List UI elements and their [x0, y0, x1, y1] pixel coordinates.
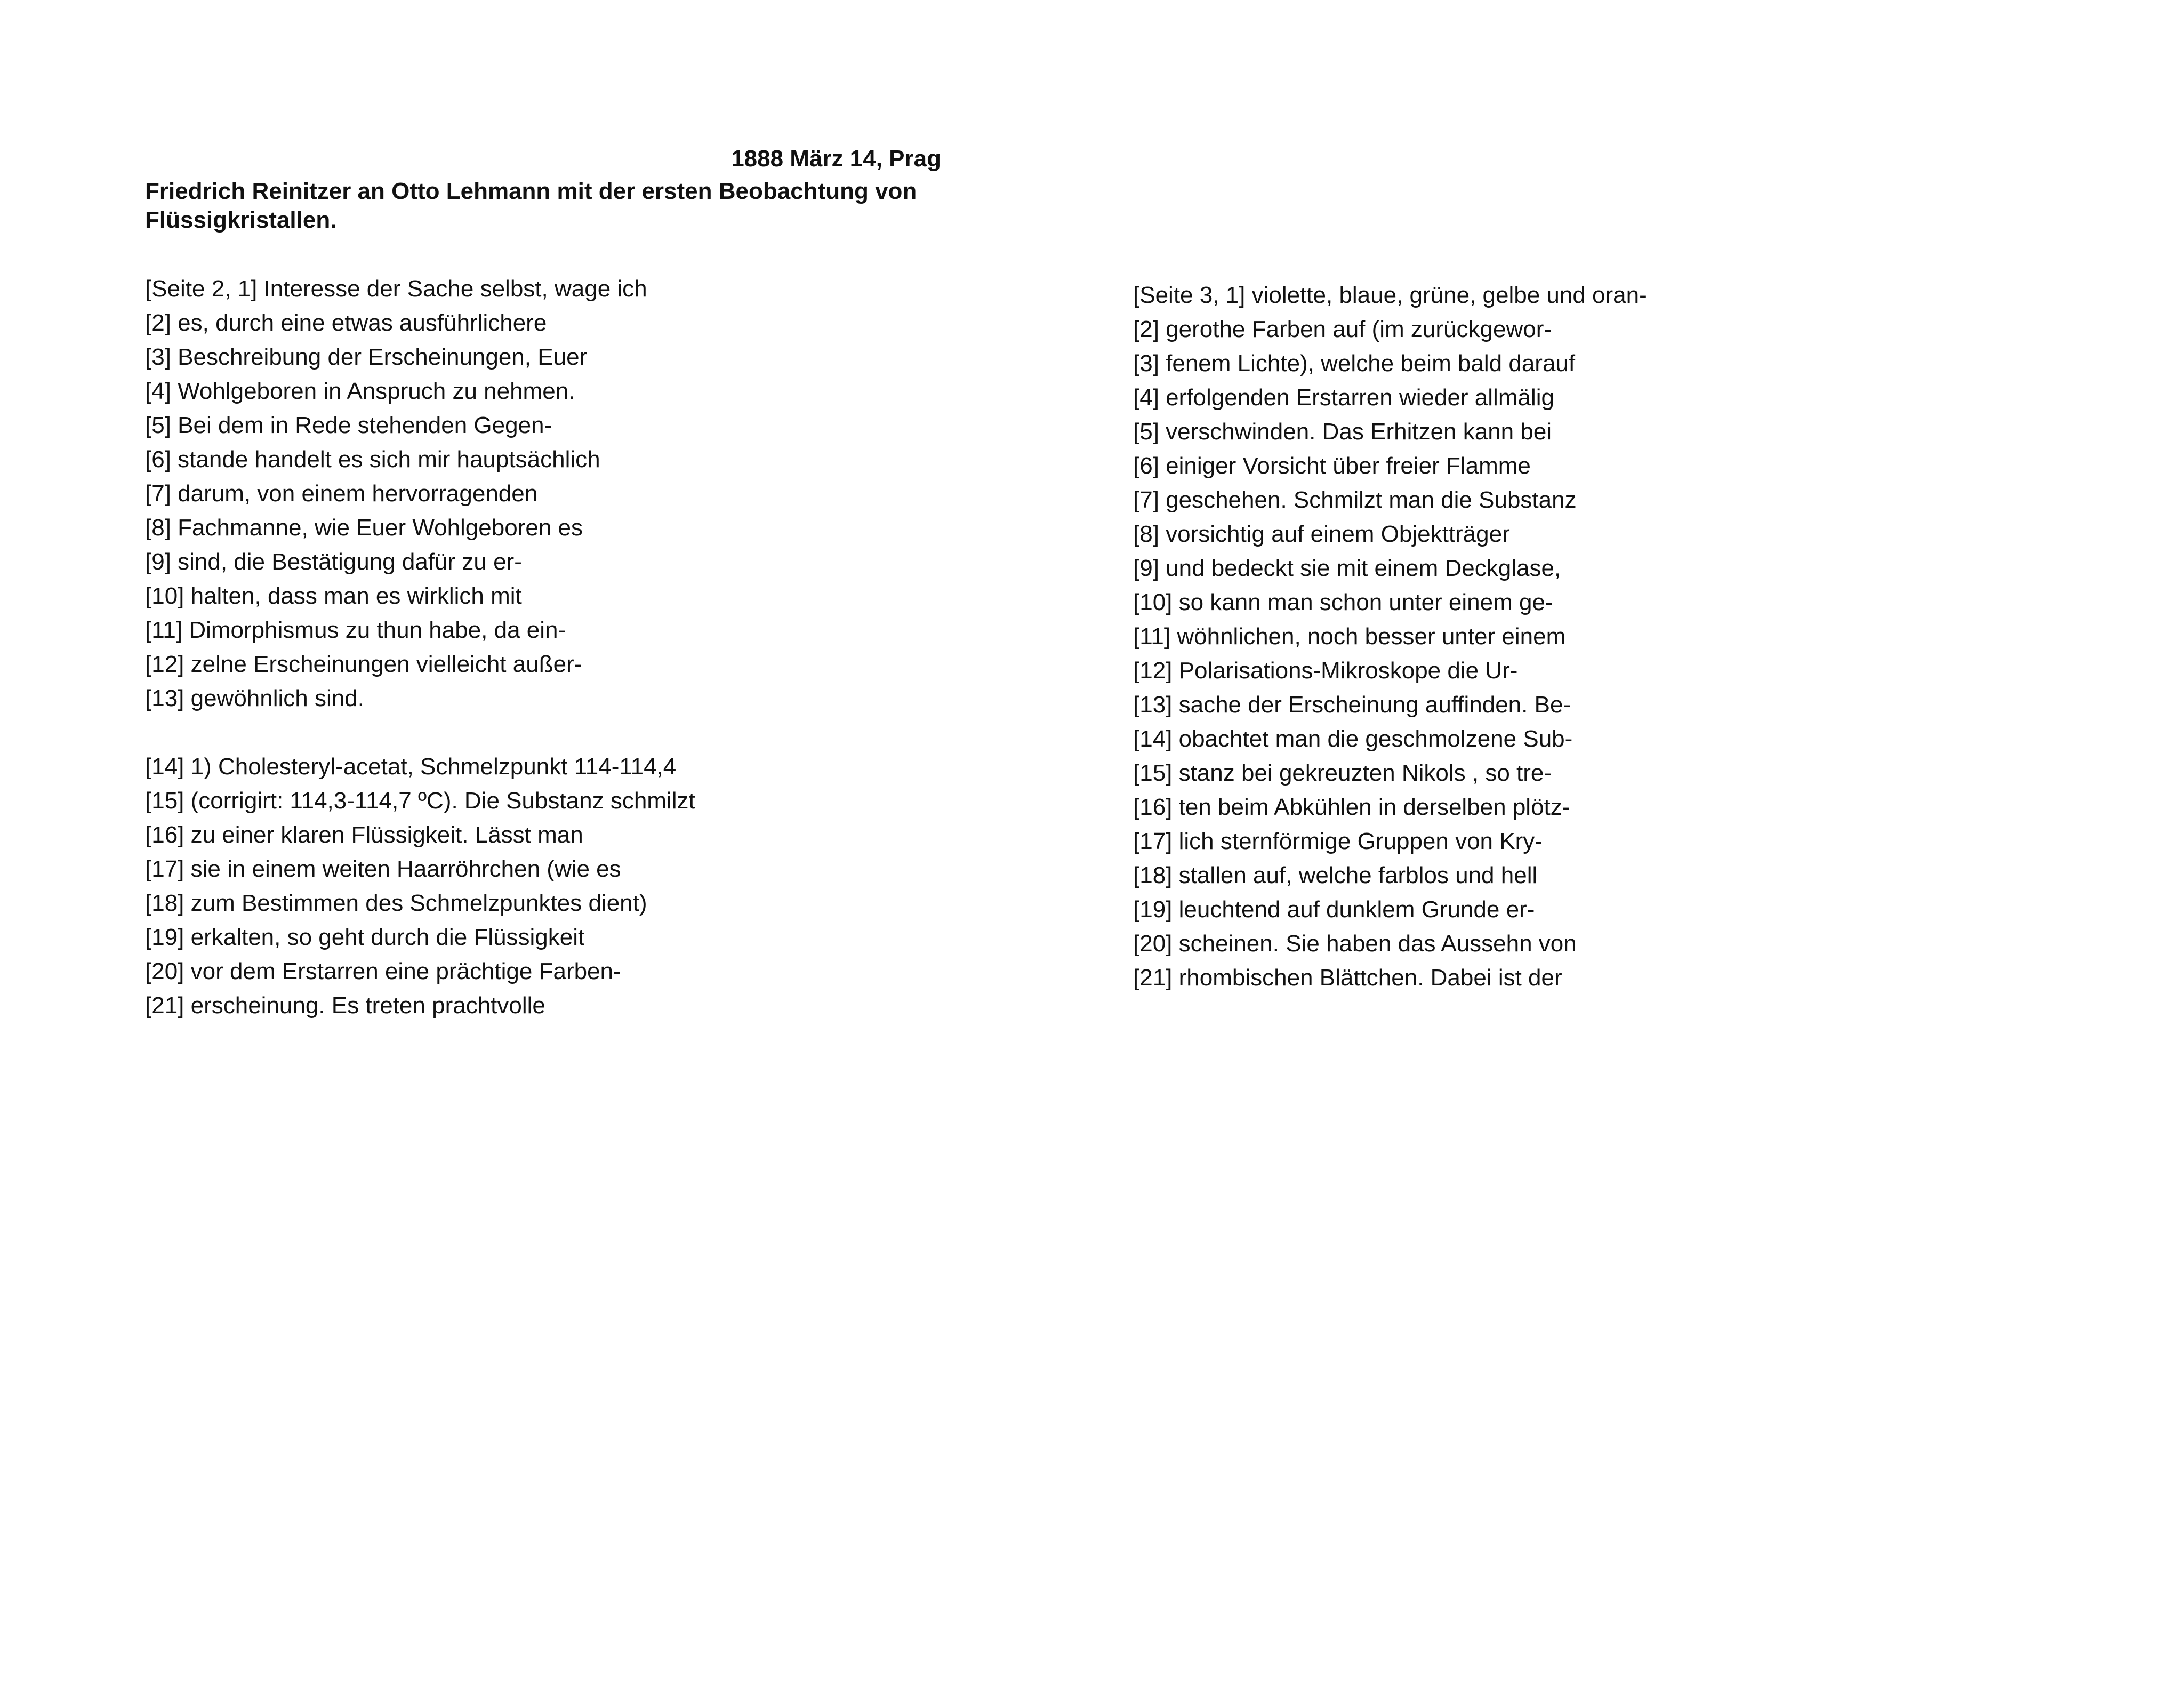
transcript-line: [20] scheinen. Sie haben das Aussehn von — [1133, 931, 1577, 957]
transcript-line: [4] Wohlgeboren in Anspruch zu nehmen. — [145, 378, 575, 404]
transcript-line: [13] gewöhnlich sind. — [145, 685, 364, 711]
transcript-line: [13] sache der Erscheinung auffinden. Be- — [1133, 692, 1571, 718]
transcript-line: [15] (corrigirt: 114,3-114,7 ºC). Die Substanz schmilzt — [145, 788, 695, 814]
document-title: Friedrich Reinitzer an Otto Lehmann mit der ersten Beobachtung von Flüssigkristallen. — [145, 178, 917, 233]
transcript-line: [17] lich sternförmige Gruppen von Kry- — [1133, 828, 1543, 854]
transcript-line: [17] sie in einem weiten Haarröhrchen (wie es — [145, 856, 621, 882]
transcript-line: [18] zum Bestimmen des Schmelzpunktes dient) — [145, 890, 647, 916]
transcript-line: [3] Beschreibung der Erscheinungen, Euer — [145, 344, 588, 370]
transcript-line: [10] halten, dass man es wirklich mit — [145, 583, 522, 609]
transcript-line: [4] erfolgenden Erstarren wieder allmälig — [1133, 384, 1554, 411]
transcript-line: [11] wöhnlichen, noch besser unter einem — [1133, 623, 1566, 650]
transcript-line: [19] leuchtend auf dunklem Grunde er- — [1133, 896, 1535, 923]
transcript-line: [19] erkalten, so geht durch die Flüssigkeit — [145, 924, 585, 950]
transcript-line: [14] obachtet man die geschmolzene Sub- — [1133, 726, 1573, 752]
paragraph-gap — [145, 716, 695, 750]
transcript-line: [16] zu einer klaren Flüssigkeit. Lässt man — [145, 822, 583, 848]
transcript-line: [2] gerothe Farben auf (im zurückgewor- — [1133, 316, 1552, 342]
transcript-line: [7] geschehen. Schmilzt man die Substanz — [1133, 487, 1577, 513]
transcript-line: [3] fenem Lichte), welche beim bald darauf — [1133, 350, 1576, 376]
transcript-line: [Seite 3, 1] violette, blaue, grüne, gelbe und oran- — [1133, 282, 1647, 308]
transcript-line: [21] erscheinung. Es treten prachtvolle — [145, 992, 545, 1019]
transcript-line: [14] 1) Cholesteryl-acetat, Schmelzpunkt 114-114,4 — [145, 754, 677, 780]
transcript-line: [Seite 2, 1] Interesse der Sache selbst, wage ich — [145, 276, 647, 302]
document-date: 1888 März 14, Prag — [731, 146, 941, 172]
transcript-line: [15] stanz bei gekreuzten Nikols , so tre- — [1133, 760, 1552, 786]
transcript-line: [8] vorsichtig auf einem Objektträger — [1133, 521, 1510, 547]
transcript-line: [6] einiger Vorsicht über freier Flamme — [1133, 453, 1531, 479]
transcript-line: [16] ten beim Abkühlen in derselben plötz- — [1133, 794, 1570, 820]
transcript-line: [2] es, durch eine etwas ausführlichere — [145, 310, 547, 336]
transcript-line: [8] Fachmanne, wie Euer Wohlgeboren es — [145, 515, 583, 541]
transcript-line: [18] stallen auf, welche farblos und hell — [1133, 862, 1538, 888]
right-column — [1133, 278, 1647, 995]
transcript-line: [12] Polarisations-Mikroskope die Ur- — [1133, 658, 1518, 684]
transcript-line: [7] darum, von einem hervorragenden — [145, 480, 538, 507]
transcript-line: [5] Bei dem in Rede stehenden Gegen- — [145, 412, 552, 438]
transcript-line: [9] und bedeckt sie mit einem Deckglase, — [1133, 555, 1561, 581]
left-column — [145, 272, 695, 1023]
transcript-line: [9] sind, die Bestätigung dafür zu er- — [145, 549, 522, 575]
transcript-line: [21] rhombischen Blättchen. Dabei ist der — [1133, 965, 1562, 991]
transcript-line: [20] vor dem Erstarren eine prächtige Farben- — [145, 958, 621, 984]
transcript-line: [5] verschwinden. Das Erhitzen kann bei — [1133, 419, 1552, 445]
transcript-line: [6] stande handelt es sich mir hauptsächlich — [145, 446, 600, 472]
transcript-line: [10] so kann man schon unter einem ge- — [1133, 589, 1553, 615]
transcript-line: [12] zelne Erscheinungen vielleicht außer- — [145, 651, 582, 677]
transcript-line: [11] Dimorphismus zu thun habe, da ein- — [145, 617, 566, 643]
